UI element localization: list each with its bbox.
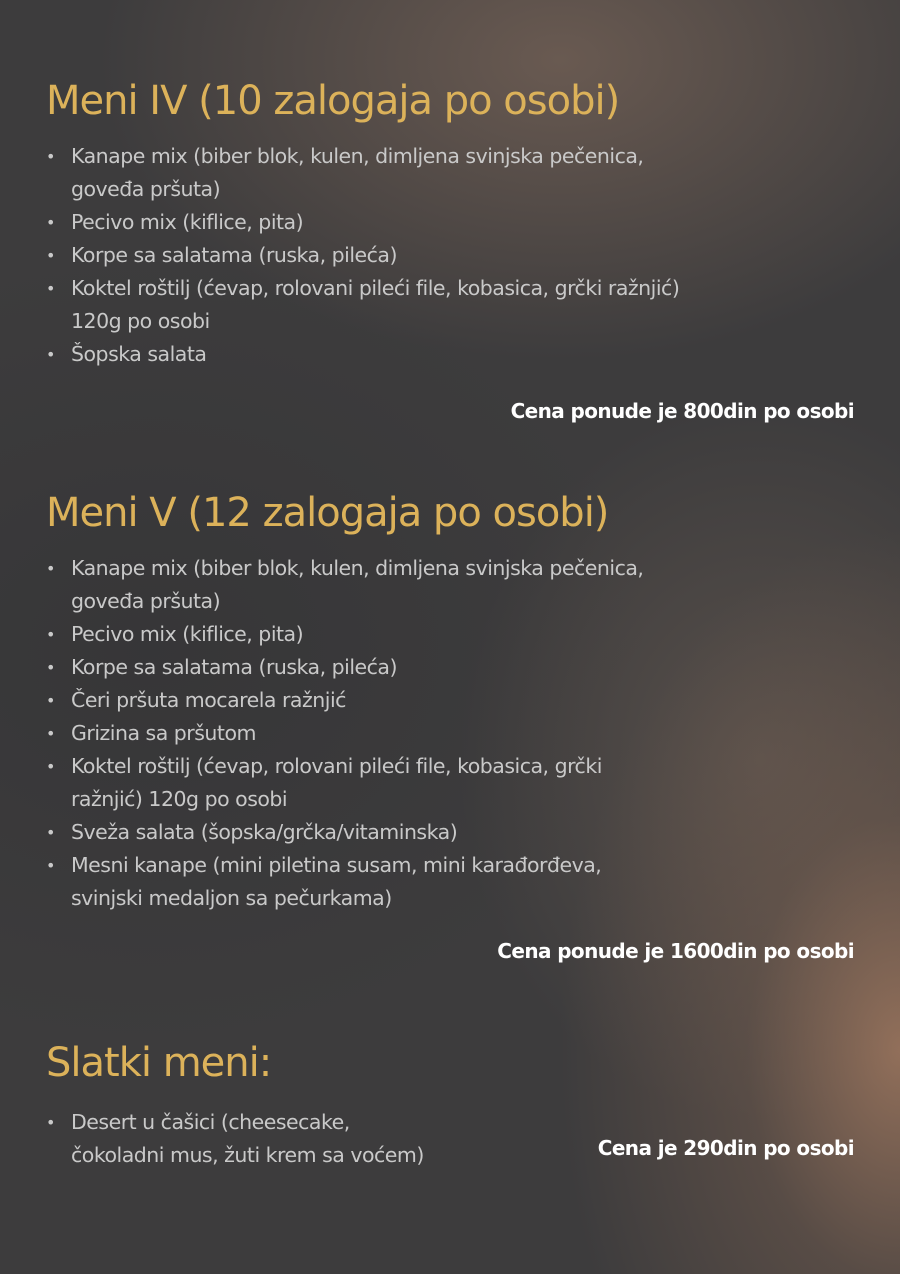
bullet-icon: •: [46, 658, 55, 677]
list-item-text: Mesni kanape (mini piletina susam, mini karađorđeva,: [71, 853, 602, 877]
bullet-icon: •: [46, 279, 55, 298]
list-item-text: svinjski medaljon sa pečurkama): [71, 886, 392, 910]
list-item: [46, 206, 856, 239]
list-item-text: Koktel roštilj (ćevap, rolovani pileći file, kobasica, grčki ražnjić): [71, 276, 680, 300]
menu-v-price: Cena ponude je 1600din po osobi: [497, 939, 854, 963]
list-item: [46, 684, 856, 717]
bullet-icon: •: [46, 246, 55, 265]
list-item-text: goveđa pršuta): [71, 589, 221, 613]
list-item-text: Kanape mix (biber blok, kulen, dimljena svinjska pečenica,: [71, 556, 644, 580]
bullet-icon: •: [46, 625, 55, 644]
list-item-text: goveđa pršuta): [71, 177, 221, 201]
list-item: [46, 816, 856, 849]
menu-v-title: Meni V (12 zalogaja po osobi): [46, 490, 609, 536]
bullet-icon: •: [46, 757, 55, 776]
list-item: [46, 618, 856, 651]
menu-iv-items: [46, 140, 856, 371]
bullet-icon: •: [46, 213, 55, 232]
list-item: [46, 272, 856, 338]
list-item: [46, 338, 856, 371]
menu-iv-title: Meni IV (10 zalogaja po osobi): [46, 78, 620, 124]
list-item-text: Korpe sa salatama (ruska, pileća): [71, 243, 397, 267]
list-item: [46, 140, 856, 206]
list-item-text: ražnjić) 120g po osobi: [71, 787, 288, 811]
bullet-icon: •: [46, 1113, 55, 1132]
bullet-icon: •: [46, 345, 55, 364]
list-item: [46, 651, 856, 684]
bullet-icon: •: [46, 724, 55, 743]
menu-v-items: [46, 552, 856, 915]
list-item-text: Pecivo mix (kiflice, pita): [71, 210, 304, 234]
bullet-icon: •: [46, 691, 55, 710]
list-item: [46, 717, 856, 750]
sweet-menu-title: Slatki meni:: [46, 1040, 272, 1086]
sweet-menu-section: [46, 1038, 856, 1172]
bullet-icon: •: [46, 559, 55, 578]
list-item-text: 120g po osobi: [71, 309, 210, 333]
list-item-text: Pecivo mix (kiflice, pita): [71, 622, 304, 646]
list-item-text: Koktel roštilj (ćevap, rolovani pileći file, kobasica, grčki: [71, 754, 602, 778]
list-item: [46, 849, 856, 915]
list-item-text: Kanape mix (biber blok, kulen, dimljena svinjska pečenica,: [71, 144, 644, 168]
list-item-text: čokoladni mus, žuti krem sa voćem): [71, 1143, 424, 1167]
list-item-text: Sveža salata (šopska/grčka/vitaminska): [71, 820, 458, 844]
bullet-icon: •: [46, 856, 55, 875]
bullet-icon: •: [46, 823, 55, 842]
list-item-text: Šopska salata: [71, 342, 207, 366]
list-item-text: Čeri pršuta mocarela ražnjić: [71, 688, 346, 712]
menu-iv-section: [46, 76, 856, 423]
list-item-text: Grizina sa pršutom: [71, 721, 256, 745]
list-item: [46, 750, 856, 816]
list-item: [46, 239, 856, 272]
list-item: [46, 552, 856, 618]
bullet-icon: •: [46, 147, 55, 166]
menu-iv-price: Cena ponude je 800din po osobi: [510, 399, 854, 423]
list-item-text: Korpe sa salatama (ruska, pileća): [71, 655, 397, 679]
list-item-text: Desert u čašici (cheesecake,: [71, 1110, 350, 1134]
sweet-menu-price: Cena je 290din po osobi: [597, 1136, 854, 1160]
menu-v-section: [46, 488, 856, 963]
